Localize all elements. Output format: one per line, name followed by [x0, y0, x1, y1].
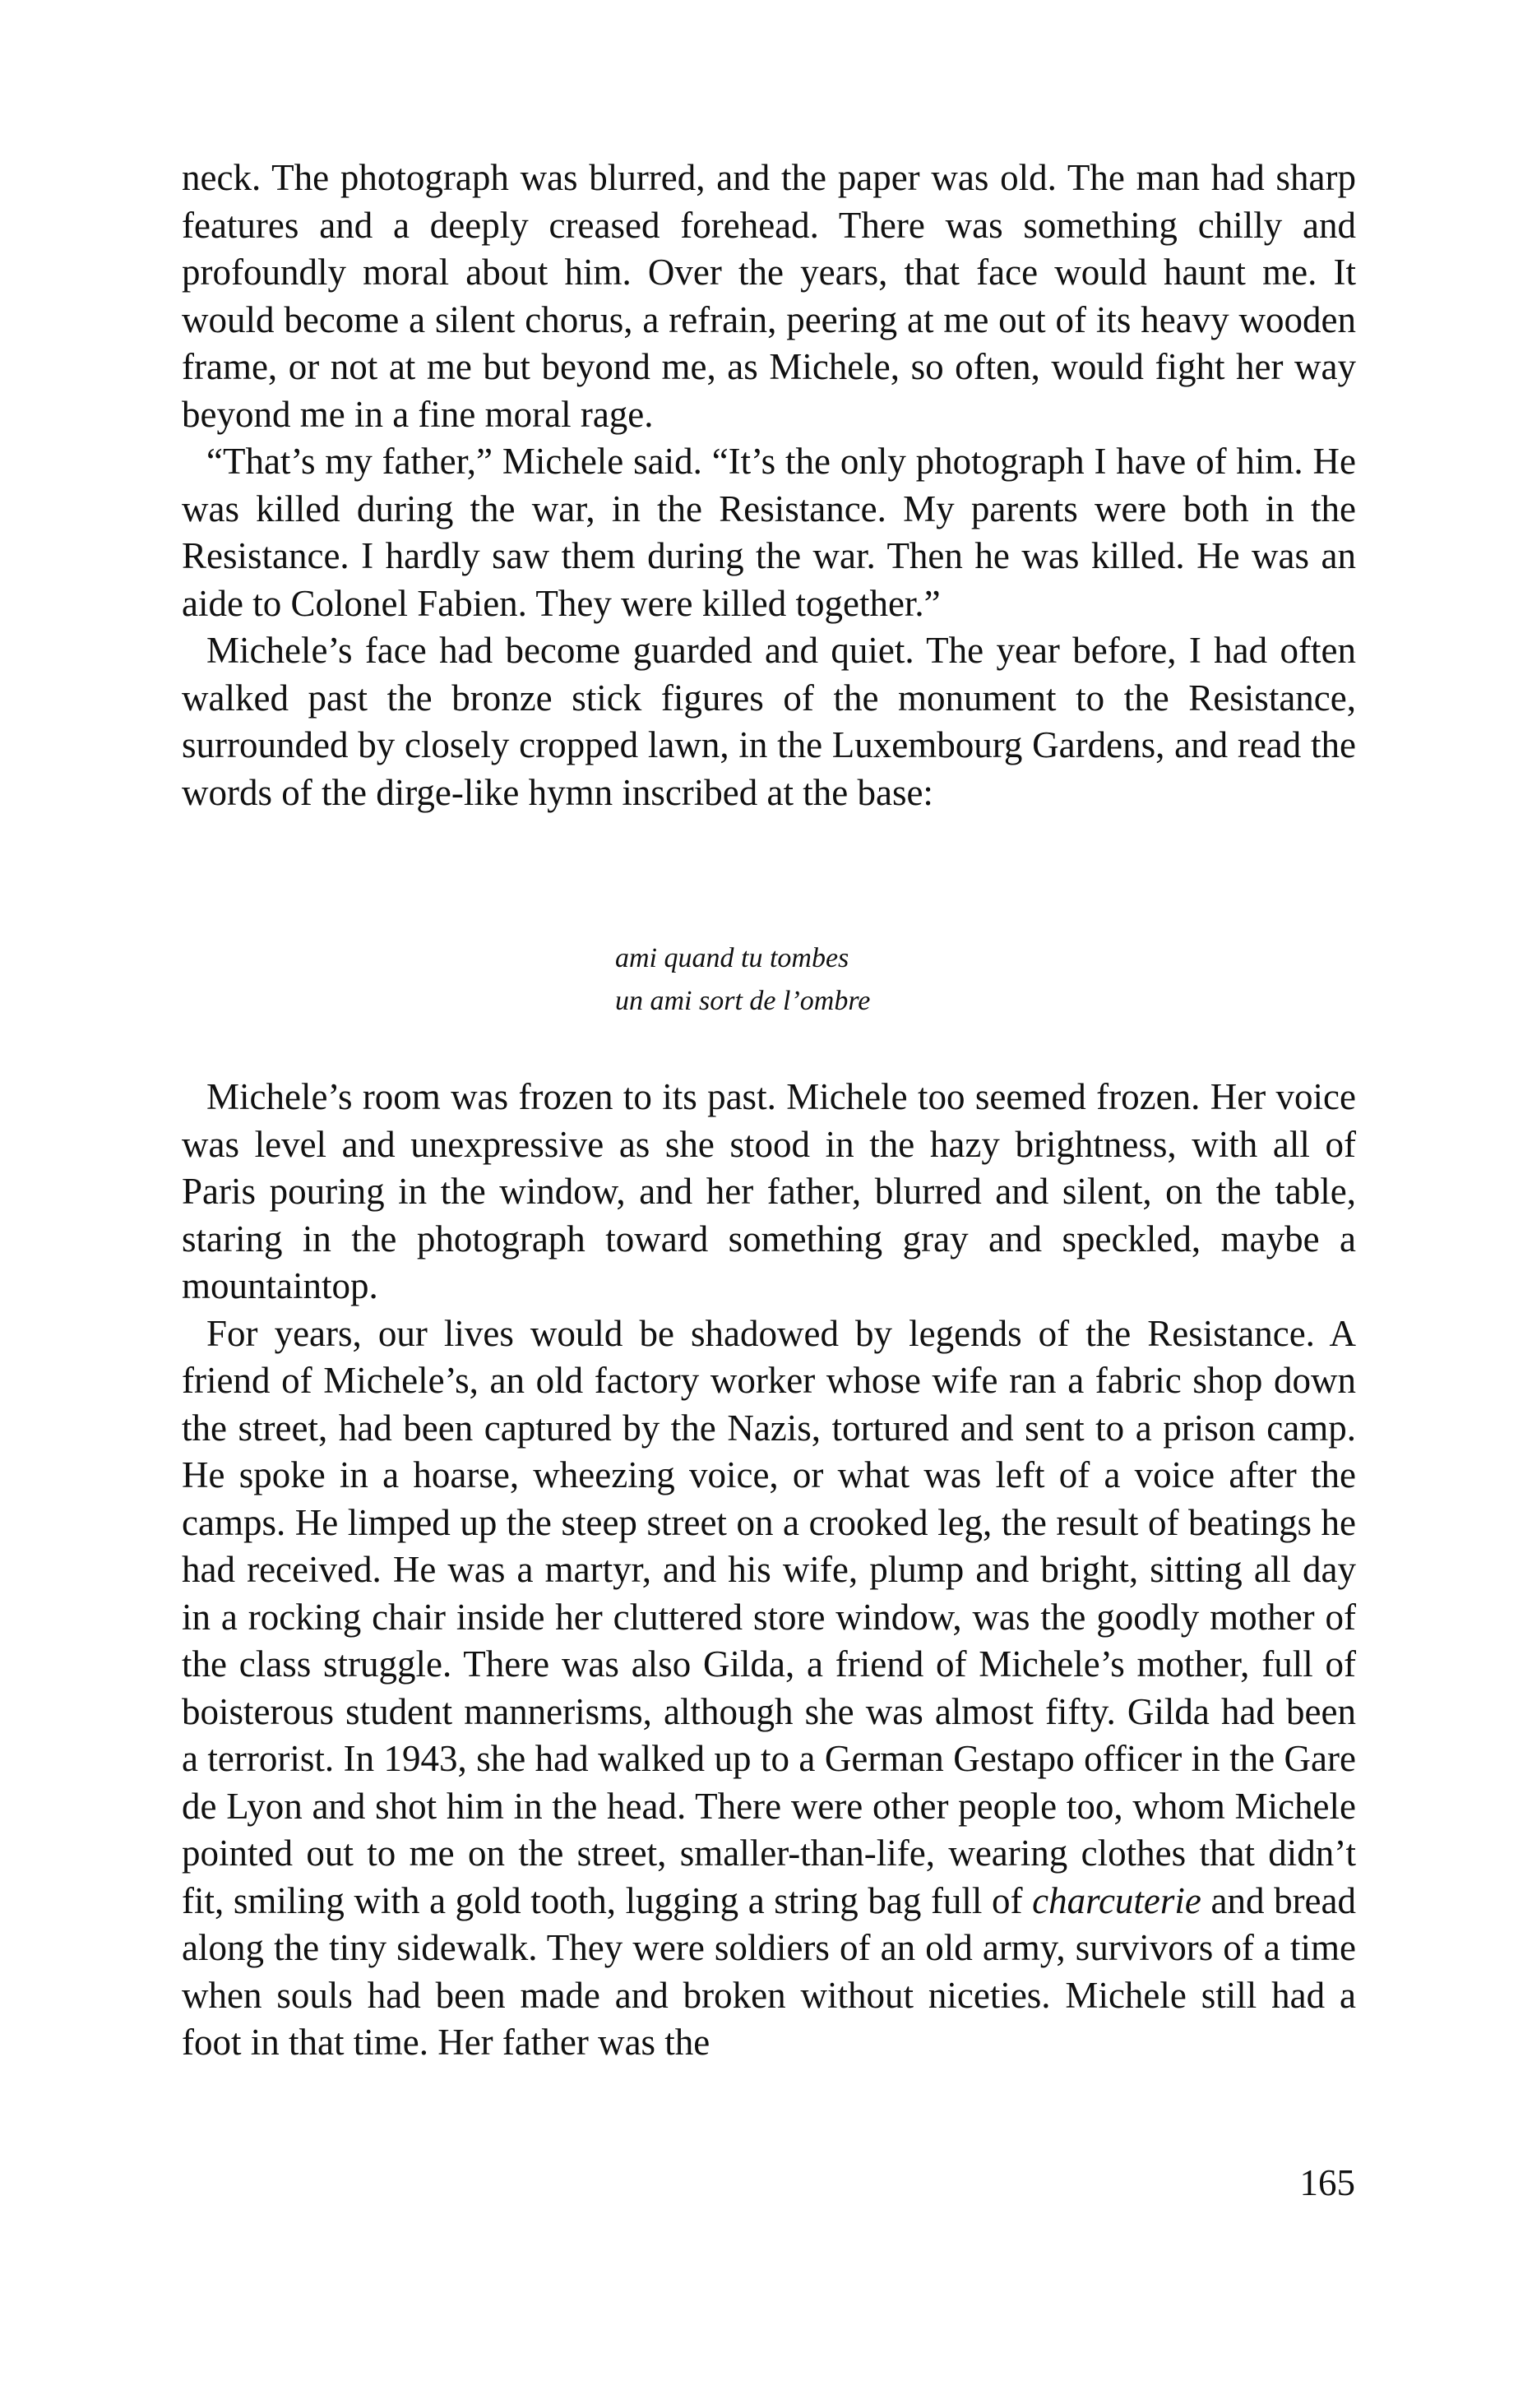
epigraph-line-2: un ami sort de l’ombre — [615, 986, 871, 1016]
text-block-bottom — [182, 1074, 1356, 2067]
paragraph-legends — [182, 1310, 1356, 2067]
paragraph-monument: Michele’s face had become guarded and quiet. The year before, I had often walked past the bronze stick figures of the monument to the Resistance, surrounded by closely cropped lawn, in the Luxembourg Gardens, and read the words of the dirge-like hymn inscribed at the base: — [182, 630, 1356, 813]
text-block-top — [182, 155, 1356, 816]
paragraph-legends-text-b: and bread along the tiny sidewalk. They were soldiers of an old army, survivors of a time when souls had been made and broken without niceties. Michele still had a foot in that time. Her father was the — [182, 1879, 1356, 2063]
page-number: 165 — [1299, 2162, 1355, 2203]
paragraph-room: Michele’s room was frozen to its past. Michele too seemed frozen. Her voice was level and unexpressive as she stood in the hazy brightness, with all of Paris pouring in the window, and her father, blurred and silent, on the table, staring in the photograph toward something gray and speckled, maybe a mountaintop. — [182, 1076, 1356, 1306]
paragraph-continued: neck. The photograph was blurred, and the paper was old. The man had sharp features and a deeply creased forehead. There was something chilly and profoundly moral about him. Over the years, that face would haunt me. It would become a silent chorus, a refrain, peering at me out of its heavy wooden frame, or not at me but beyond me, as Michele, so often, would fight her way beyond me in a fine moral rage. — [182, 157, 1356, 435]
italic-term-charcuterie: charcuterie — [1032, 1879, 1201, 1921]
epigraph — [615, 937, 870, 1023]
paragraph-legends-text-a: For years, our lives would be shadowed by legends of the Resistance. A friend of Michele’s, an old factory worker whose wife ran a fabric shop down the street, had been captured by the Nazis, tortured and sent to a prison camp. He spoke in a hoarse, wheezing voice, or what was left of a voice after the camps. He limped up the steep street on a crooked leg, the result of beatings he had received. He was a martyr, and his wife, plump and bright, sitting all day in a rocking chair inside her cluttered store window, was the goodly mother of the class struggle. There was also Gilda, a friend of Michele’s mother, full of boisterous student mannerisms, although she was almost fifty. Gilda had been a terrorist. In 1943, she had walked up to a German Gestapo officer in the Gare de Lyon and shot him in the head. There were other people too, whom Michele pointed out to me on the street, smaller-than-life, wearing clothes that didn’t fit, smiling with a gold tooth, lugging a string bag full of — [182, 1312, 1356, 1921]
epigraph-line-1: ami quand tu tombes — [615, 943, 849, 973]
paragraph-father-quote: “That’s my father,” Michele said. “It’s the only photograph I have of him. He was killed during the war, in the Resistance. My parents were both in the Resistance. I hardly saw them during the war. Then he was killed. He was an aide to Colonel Fabien. They were killed together.” — [182, 441, 1356, 624]
